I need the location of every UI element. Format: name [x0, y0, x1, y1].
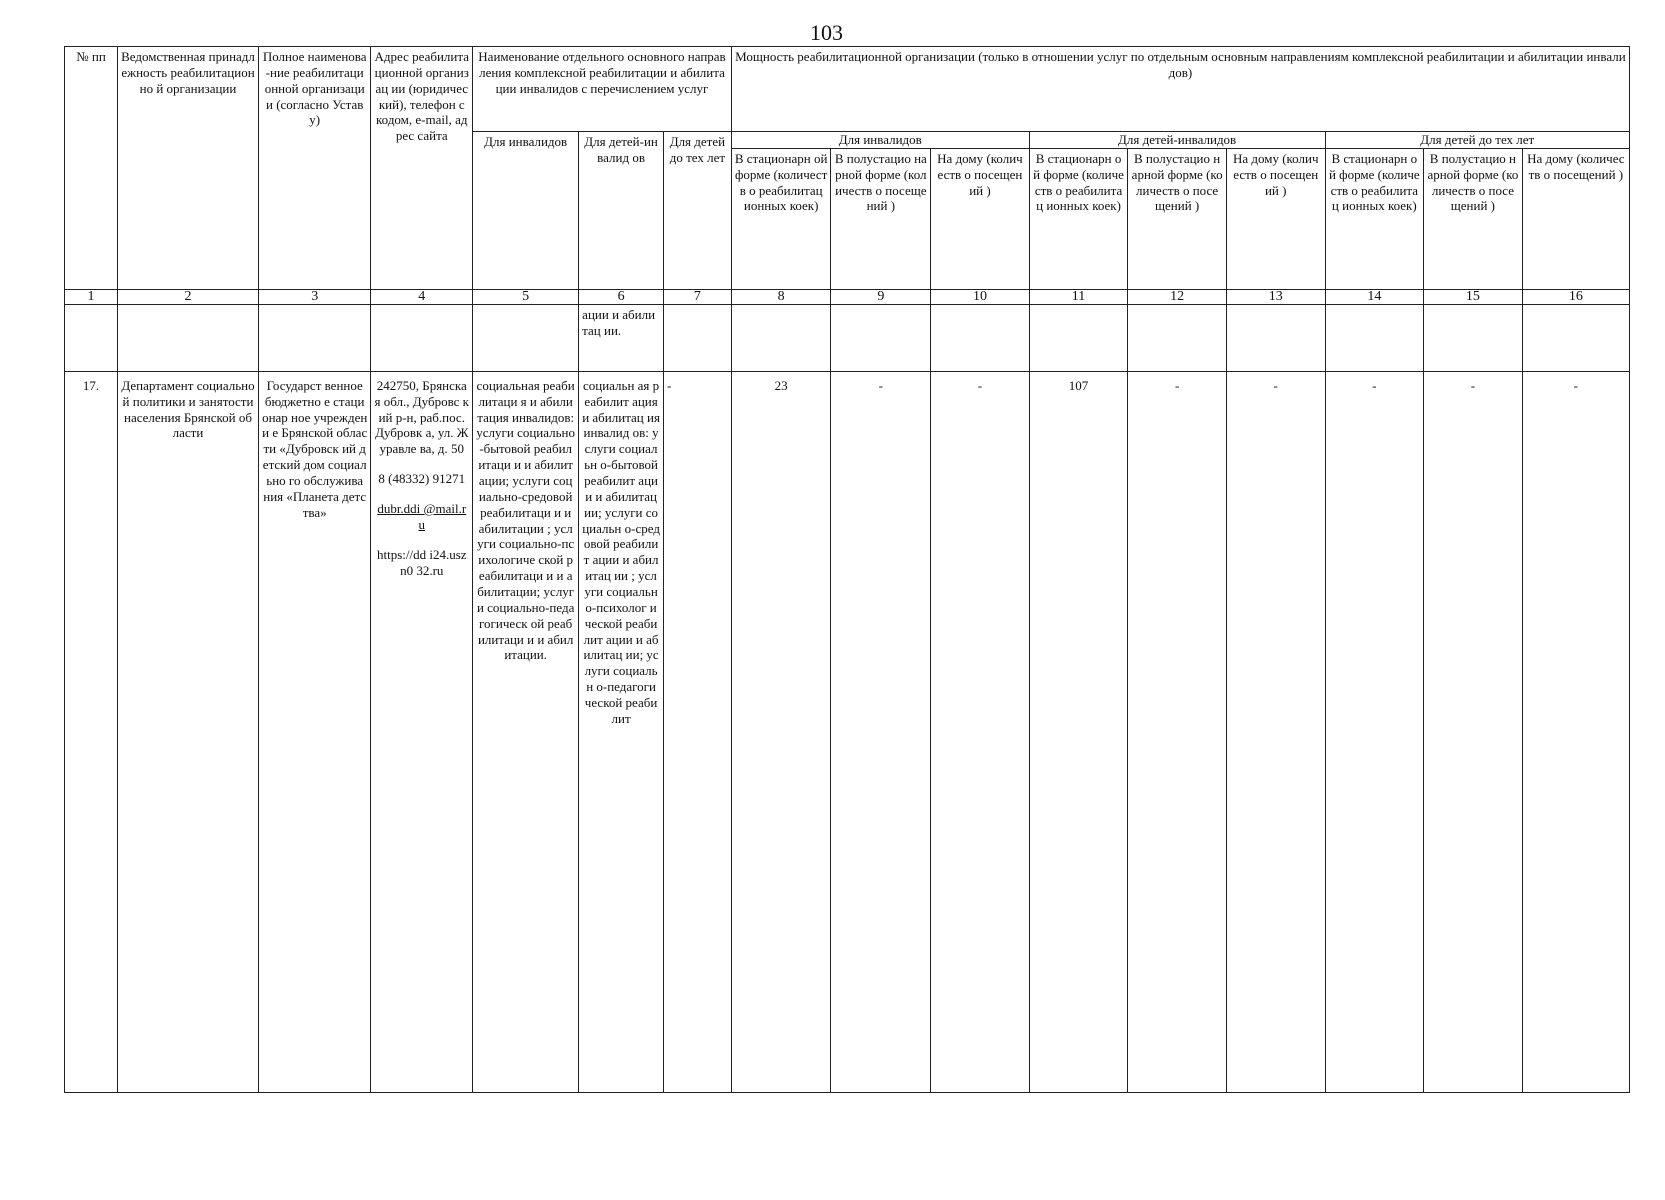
entry-services-disabled: социальная реабилитаци я и абилитация инвалидов: услуги социально-бытовой реабилитаци и и абилитации; услуги социально-средовой реабилитаци и и абилитации ; услуги социально-психологиче ской реабилитаци и и абилитации; услуги социально-педагогическ ой реабилитаци и и абилитации.: [473, 371, 579, 1092]
header-address: Адрес реабилита ционной организац ии (юридичес кий), телефон с кодом, e-mail, адрес сайта: [371, 47, 473, 290]
column-number-row: [65, 289, 1630, 304]
entry-value-col8: 23: [731, 371, 831, 1092]
column-number: 2: [118, 289, 259, 304]
column-number: 10: [931, 289, 1030, 304]
empty-cell: [1325, 304, 1424, 371]
entry-value-col10: -: [931, 371, 1030, 1092]
header-number: № пп: [65, 47, 118, 290]
empty-cell: [1424, 304, 1523, 371]
header-semistationary: В полустацио нарной форме (количеств о посещений ): [831, 148, 931, 289]
header-capacity-children-until: Для детей до тех лет: [1325, 132, 1629, 149]
entry-value-col16: -: [1522, 371, 1629, 1092]
empty-cell: [731, 304, 831, 371]
column-number: 13: [1226, 289, 1325, 304]
header-capacity-children-disabled: Для детей-инвалидов: [1029, 132, 1325, 149]
entry-email[interactable]: dubr.ddi @mail.ru: [377, 501, 467, 532]
column-number: 16: [1522, 289, 1629, 304]
column-number: 8: [731, 289, 831, 304]
column-number: 7: [663, 289, 731, 304]
rehabilitation-registry-table: [64, 46, 1630, 1093]
entry-value-col12: -: [1128, 371, 1227, 1092]
empty-cell: [65, 304, 118, 371]
continuation-row: [65, 304, 1630, 371]
entry-value-col13: -: [1226, 371, 1325, 1092]
header-directions-group: Наименование отдельного основного направления комплексной реабилитации и абилитации инвалидов с перечислением услуг: [473, 47, 732, 132]
column-number: 1: [65, 289, 118, 304]
header-organization: Полное наименова-ние реабилитаци онной организации (согласно Уставу): [259, 47, 371, 290]
header-semistationary: В полустацио нарной форме (количеств о посещений ): [1128, 148, 1227, 289]
empty-cell: [831, 304, 931, 371]
empty-cell: [473, 304, 579, 371]
header-home: На дому (количеств о посещений ): [931, 148, 1030, 289]
empty-cell: [931, 304, 1030, 371]
empty-cell: [1029, 304, 1128, 371]
empty-cell: [118, 304, 259, 371]
header-capacity-group: Мощность реабилитационной организации (только в отношении услуг по отдельным основным направлениям комплексной реабилитации и абилитации инвалидов): [731, 47, 1629, 132]
empty-cell: [371, 304, 473, 371]
header-semistationary: В полустацио нарной форме (количеств о посещений ): [1424, 148, 1523, 289]
column-number: 4: [371, 289, 473, 304]
entry-site[interactable]: https://dd i24.uszn0 32.ru: [376, 546, 467, 578]
entry-organization: Государст венное бюджетно е стационар ное учреждени е Брянской области «Дубровск ий детский дом социально го обслужива ния «Планета детства»: [259, 371, 371, 1092]
entry-department: Департамент социальной политики и занятости населения Брянской области: [118, 371, 259, 1092]
entry-address-cell: [371, 371, 473, 1092]
page-number: 103: [810, 20, 843, 45]
column-number: 3: [259, 289, 371, 304]
column-number: 12: [1128, 289, 1227, 304]
header-for-disabled: Для инвалидов: [473, 132, 579, 290]
column-number: 6: [579, 289, 664, 304]
entry-value-col15: -: [1424, 371, 1523, 1092]
header-stationary: В стационарн ой форме (количеств о реабилитац ионных коек): [731, 148, 831, 289]
entry-value-col14: -: [1325, 371, 1424, 1092]
entry-phone: 8 (48332) 91271: [378, 471, 466, 487]
column-number: 11: [1029, 289, 1128, 304]
header-capacity-disabled: Для инвалидов: [731, 132, 1029, 149]
header-home: На дому (количеств о посещений ): [1226, 148, 1325, 289]
empty-cell: [1226, 304, 1325, 371]
header-row-1: [65, 47, 1630, 132]
entry-value-col11: 107: [1029, 371, 1128, 1092]
entry-value-col7: -: [663, 371, 731, 1092]
entry-services-children: социальн ая реабилит ация и абилитац ия инвалид ов: услуги социальн о-бытовой реабилит ации и абилитац ии; услуги социальн о-средовой реабилит ации и абилитац ии ; услуги социальн о-психолог ической реабилит ации и абилитац ии; услуги социальн о-педагоги ческой реабилит: [579, 371, 664, 1092]
header-stationary: В стационарн ой форме (количеств о реабилитац ионных коек): [1029, 148, 1128, 289]
header-for-children-disabled: Для детей-инвалид ов: [579, 132, 664, 290]
header-home: На дому (количеств о посещений ): [1522, 148, 1629, 289]
entry-value-col9: -: [831, 371, 931, 1092]
column-number: 14: [1325, 289, 1424, 304]
header-stationary: В стационарн ой форме (количеств о реабилитац ионных коек): [1325, 148, 1424, 289]
empty-cell: [1128, 304, 1227, 371]
empty-cell: [663, 304, 731, 371]
column-number: 5: [473, 289, 579, 304]
header-department: Ведомственная принадлежность реабилитационно й организации: [118, 47, 259, 290]
entry-number: 17.: [65, 371, 118, 1092]
continuation-text: ации и абилитац ии.: [579, 304, 664, 371]
column-number: 15: [1424, 289, 1523, 304]
table-row: [65, 371, 1630, 1092]
empty-cell: [259, 304, 371, 371]
empty-cell: [1522, 304, 1629, 371]
column-number: 9: [831, 289, 931, 304]
header-for-children-until: Для детей до тех лет: [663, 132, 731, 290]
entry-address: 242750, Брянская обл., Дубровс кий р-н, раб.пос. Дубровк а, ул. Журавле ва, д. 50: [374, 377, 469, 457]
